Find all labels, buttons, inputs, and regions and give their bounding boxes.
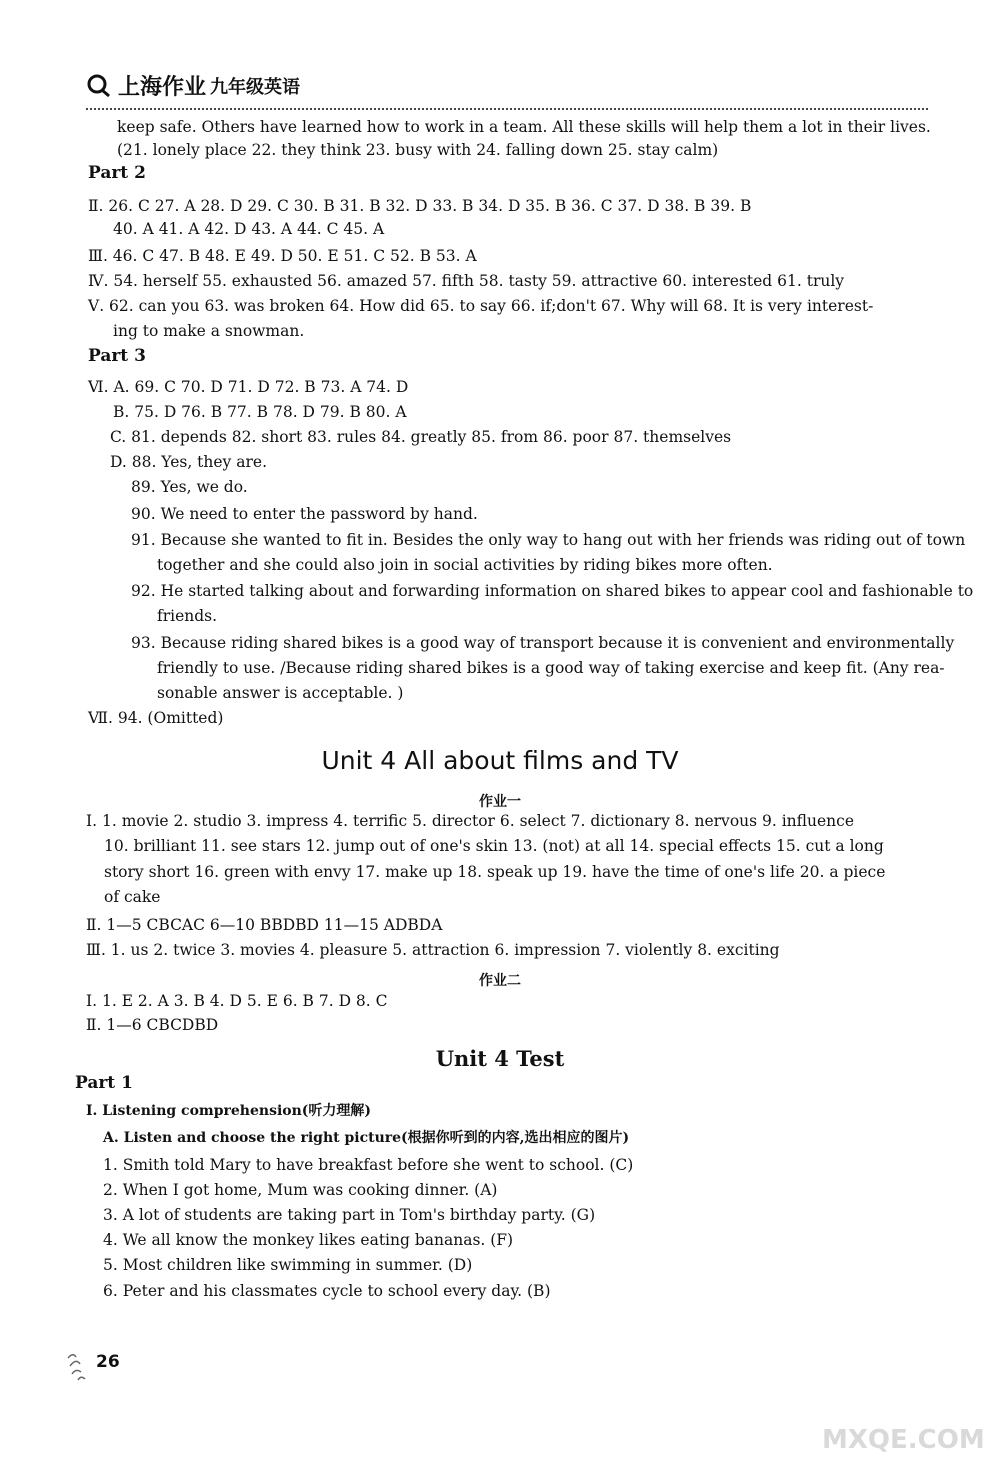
text-line: 89. Yes, we do. bbox=[131, 478, 248, 496]
text-line: Ⅰ. 1. movie 2. studio 3. impress 4. terrific 5. director 6. select 7. dictionary 8. nervous 9. influence bbox=[86, 812, 854, 830]
part-heading: Part 3 bbox=[88, 346, 146, 366]
text-line: 90. We need to enter the password by hand. bbox=[131, 505, 478, 523]
text-line: of cake bbox=[104, 888, 161, 906]
book-title: 上海作业 bbox=[118, 75, 207, 100]
text-line: Ⅱ. 1—5 CBCAC 6—10 BBDBD 11—15 ADBDA bbox=[86, 916, 443, 934]
text-line: sonable answer is acceptable. ) bbox=[157, 684, 404, 702]
text-line: 92. He started talking about and forwarding information on shared bikes to appear cool and fashionable to bbox=[131, 582, 974, 600]
book-subtitle: 九年级英语 bbox=[210, 76, 301, 98]
text-line: 93. Because riding shared bikes is a good way of transport because it is convenient and environmentally bbox=[131, 634, 955, 652]
homework-heading: 作业一 bbox=[479, 794, 521, 810]
page-header bbox=[86, 70, 300, 101]
text-line: (21. lonely place 22. they think 23. busy with 24. falling down 25. stay calm) bbox=[117, 141, 719, 159]
text-line: 10. brilliant 11. see stars 12. jump out of one's skin 13. (not) at all 14. special effects 15. cut a long bbox=[104, 837, 884, 855]
homework-heading: 作业二 bbox=[479, 973, 521, 989]
text-line: Ⅲ. 1. us 2. twice 3. movies 4. pleasure 5. attraction 6. impression 7. violently 8. exciting bbox=[86, 941, 780, 959]
text-line: Ⅱ. 1—6 CBCDBD bbox=[86, 1016, 219, 1034]
text-line: 91. Because she wanted to fit in. Besides the only way to hang out with her friends was riding out of town bbox=[131, 531, 966, 549]
text-line: ing to make a snowman. bbox=[113, 322, 305, 340]
watermark-text: MXQE.COM bbox=[822, 1425, 985, 1455]
text-line: Ⅰ. 1. E 2. A 3. B 4. D 5. E 6. B 7. D 8. C bbox=[86, 992, 388, 1010]
text-line: story short 16. green with envy 17. make up 18. speak up 19. have the time of one's life 20. a piece bbox=[104, 863, 886, 881]
part-heading: Part 1 bbox=[75, 1073, 133, 1093]
header-divider bbox=[86, 108, 928, 110]
text-line: 6. Peter and his classmates cycle to school every day. (B) bbox=[103, 1282, 551, 1300]
text-line: friends. bbox=[157, 607, 218, 625]
unit-title: Unit 4 All about films and TV bbox=[321, 746, 679, 775]
magnifier-logo-icon bbox=[86, 73, 112, 99]
text-line: Ⅰ. Listening comprehension(听力理解) bbox=[86, 1103, 372, 1119]
text-line: Ⅲ. 46. C 47. B 48. E 49. D 50. E 51. C 52. B 53. A bbox=[88, 247, 477, 265]
watermark-logo bbox=[816, 1402, 996, 1458]
text-line: C. 81. depends 82. short 83. rules 84. greatly 85. from 86. poor 87. themselves bbox=[110, 428, 732, 446]
text-line: 5. Most children like swimming in summer. (D) bbox=[103, 1256, 473, 1274]
text-line: Ⅵ. A. 69. C 70. D 71. D 72. B 73. A 74. D bbox=[88, 378, 409, 396]
text-line: Ⅴ. 62. can you 63. was broken 64. How did 65. to say 66. if;don't 67. Why will 68. It is very interest- bbox=[88, 297, 874, 315]
text-line: B. 75. D 76. B 77. B 78. D 79. B 80. A bbox=[113, 403, 407, 421]
text-line: keep safe. Others have learned how to work in a team. All these skills will help them a lot in their lives. bbox=[117, 118, 931, 136]
text-line: Ⅱ. 26. C 27. A 28. D 29. C 30. B 31. B 32. D 33. B 34. D 35. B 36. C 37. D 38. B 39. B bbox=[88, 197, 752, 215]
text-line: Ⅳ. 54. herself 55. exhausted 56. amazed 57. fifth 58. tasty 59. attractive 60. interested 61. truly bbox=[88, 272, 845, 290]
text-line: friendly to use. /Because riding shared bikes is a good way of taking exercise and keep fit. (Any rea- bbox=[157, 659, 945, 677]
text-line: 4. We all know the monkey likes eating bananas. (F) bbox=[103, 1231, 514, 1249]
text-line: together and she could also join in social activities by riding bikes more often. bbox=[157, 556, 773, 574]
text-line: 40. A 41. A 42. D 43. A 44. C 45. A bbox=[113, 220, 385, 238]
text-line: 1. Smith told Mary to have breakfast before she went to school. (C) bbox=[103, 1156, 634, 1174]
text-line: 2. When I got home, Mum was cooking dinner. (A) bbox=[103, 1181, 498, 1199]
text-line: 3. A lot of students are taking part in Tom's birthday party. (G) bbox=[103, 1206, 596, 1224]
test-title: Unit 4 Test bbox=[435, 1046, 565, 1071]
part-heading: Part 2 bbox=[88, 163, 146, 183]
text-line: A. Listen and choose the right picture(根据你听到的内容,选出相应的图片) bbox=[103, 1130, 630, 1146]
text-line: D. 88. Yes, they are. bbox=[110, 453, 267, 471]
page-number: 26 bbox=[96, 1352, 120, 1372]
text-line: Ⅶ. 94. (Omitted) bbox=[88, 709, 224, 727]
